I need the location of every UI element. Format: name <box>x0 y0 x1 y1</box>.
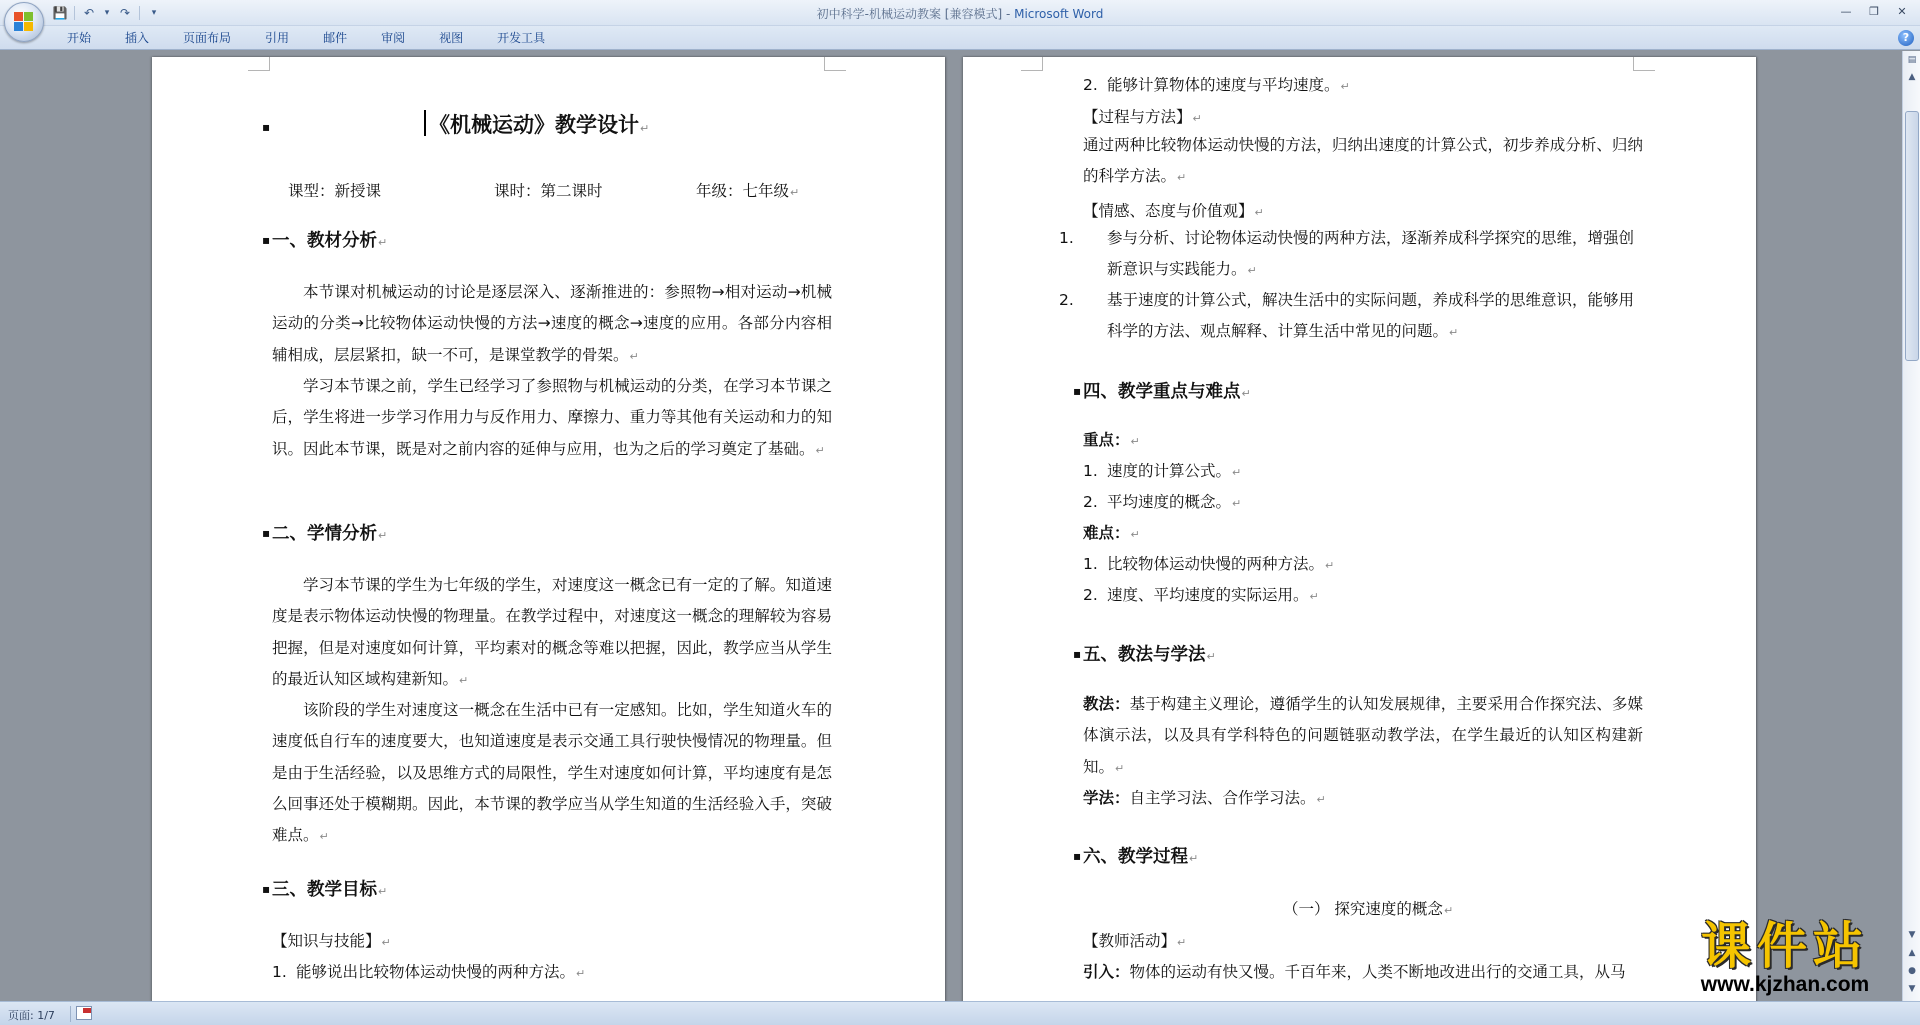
tab-mailings[interactable]: 邮件 <box>323 31 348 45</box>
crop-mark <box>1021 57 1043 71</box>
tab-insert[interactable]: 插入 <box>125 31 150 45</box>
paragraph: 教法：基于构建主义理论，遵循学生的认知发展规律，主要采用合作探究法、多媒体演示法，以及具有学科特色的问题链驱动教学法，在学生最近的认知区构建新知。↵ <box>1083 695 1643 776</box>
section-heading: 一、教材分析↵ <box>272 231 388 251</box>
subheading: 【知识与技能】↵ <box>272 932 391 950</box>
help-icon[interactable]: ? <box>1898 30 1914 46</box>
status-bar <box>0 1001 1920 1025</box>
crop-mark <box>1633 57 1655 71</box>
paragraph-mark: ▪ <box>262 882 271 896</box>
lesson-period: 课时：第二课时 <box>494 182 603 200</box>
lesson-type: 课型：新授课 <box>288 182 382 200</box>
list-item: 1. 比较物体运动快慢的两种方法。↵ <box>1083 555 1335 573</box>
ruler-toggle-icon[interactable]: ▤ <box>1907 54 1917 65</box>
section-heading: 六、教学过程↵ <box>1083 847 1199 867</box>
list-item: 1. 速度的计算公式。↵ <box>1083 462 1242 480</box>
previous-page-icon[interactable]: ▲ <box>1908 947 1916 958</box>
paragraph: 学习本节课的学生为七年级的学生，对速度这一概念已有一定的了解。知道速度是表示物体运动快慢的物理量。在教学过程中，对速度这一概念的理解较为容易把握，但是对速度如何计算，平均素对的概念等难以把握，因此，教学应当从学生的最近认知区域构建新知。↵ <box>272 576 832 688</box>
subheading: 【情感、态度与价值观】↵ <box>1083 202 1264 220</box>
paragraph: 学法：自主学习法、合作学习法。↵ <box>1083 789 1326 807</box>
document-title-heading: 《机械运动》教学设计↵ <box>424 109 649 139</box>
document-title: 初中科学-机械运动教案 [兼容模式] - <box>816 7 1015 21</box>
subheading: 难点：↵ <box>1083 524 1140 542</box>
undo-dropdown-icon[interactable]: ▾ <box>104 8 110 18</box>
section-heading: 四、教学重点与难点↵ <box>1083 382 1251 402</box>
scrollbar-thumb[interactable] <box>1905 111 1919 361</box>
office-button[interactable] <box>4 2 44 42</box>
office-logo-icon <box>14 12 34 32</box>
site-watermark <box>1665 918 1905 1000</box>
status-divider <box>70 1006 71 1022</box>
paragraph: 学习本节课之前，学生已经学习了参照物与机械运动的分类，在学习本节课之后，学生将进一步学习作用力与反作用力、摩擦力、重力等其他有关运动和力的知识。因此本节课，既是对之前内容的延伸与应用，也为之后的学习奠定了基础。↵ <box>272 377 832 458</box>
window-controls <box>1834 2 1914 20</box>
text-cursor <box>424 110 426 136</box>
paragraph-mark: ▪ <box>262 233 271 247</box>
paragraph: 引入：物体的运动有快又慢。千百年来，人类不断地改进出行的交通工具，从马 <box>1083 963 1626 981</box>
paragraph: 本节课对机械运动的讨论是逐层深入、逐渐推进的：参照物→相对运动→机械运动的分类→比较物体运动快慢的方法→速度的概念→速度的应用。各部分内容相辅相成，层层紧扣，缺一不可，是课堂教学的骨架。↵ <box>272 283 832 364</box>
crop-mark <box>248 57 270 71</box>
subheading: 重点：↵ <box>1083 431 1140 449</box>
section-heading: 二、学情分析↵ <box>272 524 388 544</box>
scroll-down-icon[interactable]: ▼ <box>1908 929 1916 940</box>
tab-review[interactable]: 审阅 <box>381 31 406 45</box>
tab-view[interactable]: 视图 <box>439 31 464 45</box>
list-item: 2. 基于速度的计算公式，解决生活中的实际问题，养成科学的思维意识，能够用科学的方法、观点解释、计算生活中常见的问题。↵ <box>1059 291 1635 341</box>
watermark-logo-text: 课件站 <box>1701 917 1869 975</box>
scroll-up-icon[interactable]: ▲ <box>1908 71 1916 82</box>
proofing-icon[interactable] <box>76 1006 92 1020</box>
subheading: 【过程与方法】↵ <box>1083 108 1202 126</box>
tab-references[interactable]: 引用 <box>265 31 290 45</box>
next-page-icon[interactable]: ▼ <box>1908 983 1916 994</box>
browse-object-icon[interactable]: ● <box>1908 965 1916 976</box>
document-page-2[interactable] <box>963 57 1756 1001</box>
title-bar <box>0 0 1920 26</box>
window-title <box>0 5 1920 22</box>
ribbon-tab-bar <box>0 26 1920 50</box>
lesson-grade: 年级：七年级↵ <box>696 182 800 200</box>
paragraph-mark: ▪ <box>262 120 271 134</box>
paragraph: 通过两种比较物体运动快慢的方法，归纳出速度的计算公式，初步养成分析、归纳的科学方法。↵ <box>1083 136 1643 186</box>
crop-mark <box>824 57 846 71</box>
close-button[interactable]: ✕ <box>1897 4 1907 18</box>
paragraph-mark: ▪ <box>1073 849 1082 863</box>
watermark-url: www.kjzhan.com <box>1700 973 1870 996</box>
paragraph: 该阶段的学生对速度这一概念在生活中已有一定感知。比如，学生知道火车的速度低自行车的速度要大，也知道速度是表示交通工具行驶快慢情况的物理量。但是由于生活经验，以及思维方式的局限性，学生对速度如何计算，平均速度有是怎么回事还处于模糊期。因此，本节课的教学应当从学生知道的生活经验入手，突破难点。↵ <box>272 701 832 845</box>
document-page-1[interactable] <box>152 57 945 1001</box>
list-item: 2. 速度、平均速度的实际运用。↵ <box>1083 586 1319 604</box>
page-counter[interactable]: 页面: 1/7 <box>8 1009 55 1022</box>
subsection-title: （一） 探究速度的概念↵ <box>1283 900 1454 918</box>
list-item: 2. 能够计算物体的速度与平均速度。↵ <box>1083 76 1350 94</box>
section-heading: 三、教学目标↵ <box>272 880 388 900</box>
tab-page-layout[interactable]: 页面布局 <box>183 31 232 45</box>
save-icon[interactable]: 💾 <box>52 6 68 20</box>
vertical-scrollbar[interactable] <box>1902 51 1920 1001</box>
tab-home[interactable]: 开始 <box>67 31 92 45</box>
list-item: 1. 参与分析、讨论物体运动快慢的两种方法，逐渐养成科学探究的思维，增强创新意识与实践能力。↵ <box>1059 229 1635 279</box>
paragraph-mark: ▪ <box>262 526 271 540</box>
tab-developer[interactable]: 开发工具 <box>497 31 546 45</box>
ribbon-tabs <box>50 29 562 47</box>
customize-qat-icon[interactable]: ▾ <box>151 8 157 18</box>
document-area[interactable] <box>0 51 1902 1001</box>
section-heading: 五、教法与学法↵ <box>1083 645 1216 665</box>
paragraph-mark: ▪ <box>1073 647 1082 661</box>
list-item: 2. 平均速度的概念。↵ <box>1083 493 1242 511</box>
subheading: 【教师活动】↵ <box>1083 932 1187 950</box>
paragraph-mark: ▪ <box>1073 384 1082 398</box>
list-item: 1. 能够说出比较物体运动快慢的两种方法。↵ <box>272 963 586 981</box>
minimize-button[interactable]: — <box>1840 4 1852 18</box>
restore-button[interactable]: ❐ <box>1869 4 1879 18</box>
redo-icon[interactable]: ↷ <box>119 6 131 20</box>
undo-icon[interactable]: ↶ <box>83 6 95 20</box>
app-name: Microsoft Word <box>1014 7 1104 21</box>
